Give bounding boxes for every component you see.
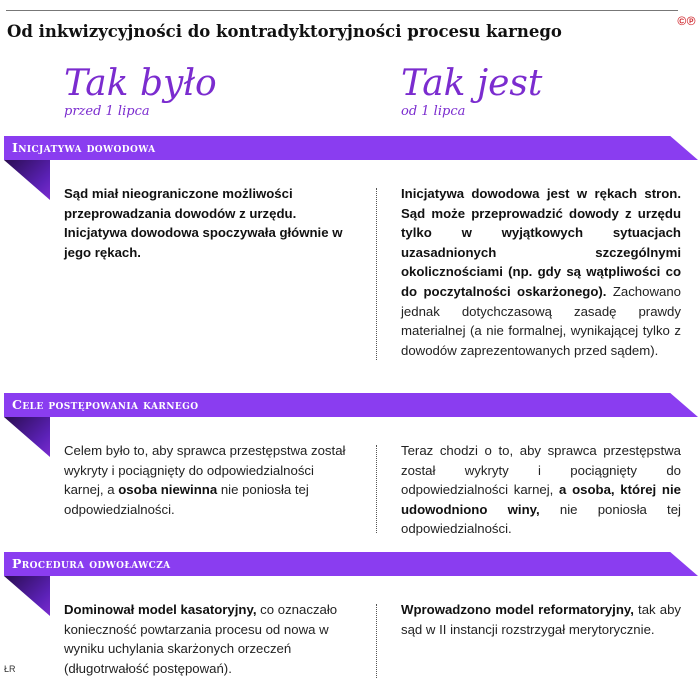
band-fold-decoration: [4, 417, 50, 457]
left-column-header: [64, 64, 217, 120]
section-heading: Inicjatywa dowodowa: [12, 140, 156, 155]
band-fold-decoration: [4, 576, 50, 616]
right-column-subtitle: od 1 lipca: [401, 104, 466, 119]
section-band-goals: [4, 393, 698, 417]
section-evidence-left-text: Sąd miał nieograniczone możliwości przeprowadzania dowodów z urzędu. Inicjatywa dowodowa spoczywała głównie w jego rękach.: [64, 186, 343, 260]
right-column-header: [401, 64, 542, 120]
column-divider: [376, 445, 377, 533]
column-divider: [376, 604, 377, 678]
left-column-title: Tak było: [64, 63, 217, 104]
publisher-logo: ©℗: [677, 14, 696, 28]
section-band-evidence: [4, 136, 698, 160]
top-rule: [6, 10, 678, 11]
right-column-title: Tak jest: [401, 63, 543, 104]
section-goals-right-text: Teraz chodzi o to, aby sprawca przestępstwa został wykryty i pociągnięty do odpowiedzialności karnej, a osoba, której nie udowodniono winy, nie poniosła tej odpowiedzialności.: [401, 443, 681, 537]
left-column-subtitle: przed 1 lipca: [64, 104, 150, 119]
section-heading: Cele postępowania karnego: [12, 397, 199, 412]
section-evidence-right-text: Inicjatywa dowodowa jest w rękach stron. Sąd może przeprowadzić dowody z urzędu tylko w wyjątkowych sytuacjach uzasadnionych szczególnymi okolicznościami (np. gdy są wątpliwości co do poczytalności oskarżonego). Zachowano jednak dotychczasową zasadę prawdy materialnej (a nie formalnej, wynikającej tylko z dowodów zaprezentowanych przed sądem).: [401, 186, 681, 358]
section-appeal-right-text: Wprowadzono model reformatoryjny, tak aby sąd w II instancji rozstrzygał merytorycznie.: [401, 602, 681, 637]
section-appeal-left-text: Dominował model kasatoryjny, co oznaczało konieczność powtarzania procesu od nowa w wyniku uchylania skarżonych orzeczeń (długotrwałość postępowań).: [64, 602, 338, 676]
page-title: Od inkwizycyjności do kontradyktoryjności procesu karnego: [7, 22, 562, 41]
section-band-appeal: [4, 552, 698, 576]
band-fold-decoration: [4, 160, 50, 200]
author-credit: ŁR: [4, 664, 16, 674]
section-heading: Procedura odwoławcza: [12, 556, 171, 571]
column-divider: [376, 188, 377, 360]
section-goals-left-text: Celem było to, aby sprawca przestępstwa został wykryty i pociągnięty do odpowiedzialności karnej, a osoba niewinna nie poniosła tej odpowiedzialności.: [64, 443, 346, 517]
